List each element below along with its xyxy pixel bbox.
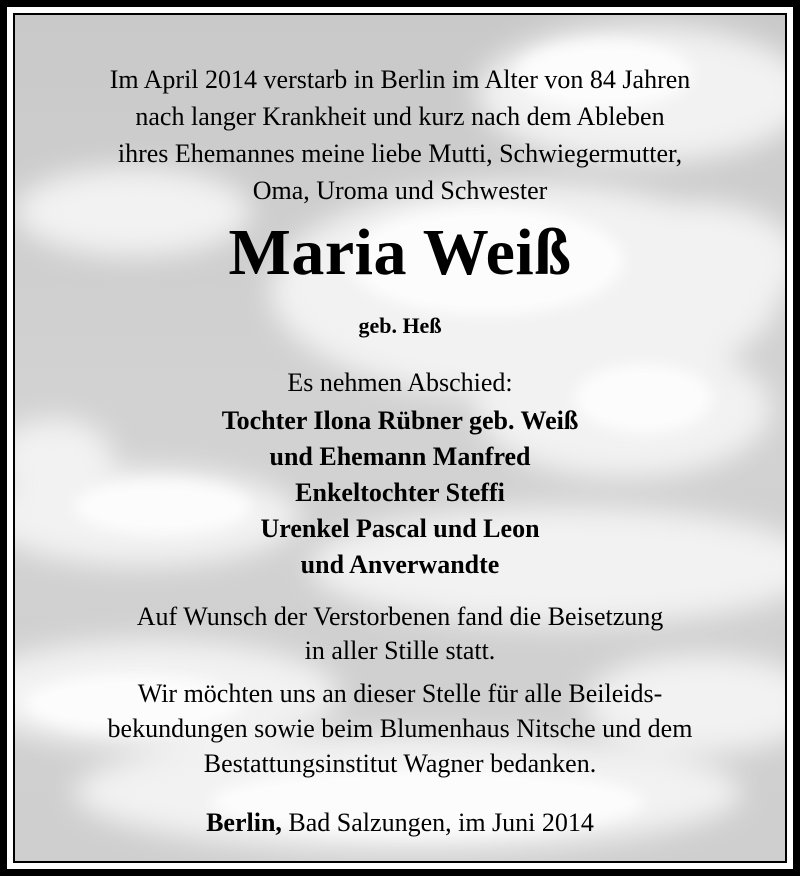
mourner-line: Tochter Ilona Rübner geb. Weiß [221, 406, 579, 435]
thanks-line: Bestattungsinstitut Wagner bedanken. [203, 749, 597, 778]
mourners-list [15, 403, 785, 583]
burial-note-line: Auf Wunsch der Verstorbenen fand die Beisetzung [136, 602, 664, 631]
burial-note-line: in aller Stille statt. [304, 636, 496, 665]
signoff-city: Berlin, [206, 808, 282, 837]
maiden-name: geb. Heß [358, 313, 442, 338]
mourner-line: Urenkel Pascal und Leon [260, 514, 540, 543]
intro-paragraph [15, 61, 785, 209]
intro-line: Im April 2014 verstarb in Berlin im Alter von 84 Jahren [109, 65, 691, 94]
thanks-line: Wir möchten uns an dieser Stelle für alle Beileids- [137, 679, 663, 708]
intro-line: ihres Ehemannes meine liebe Mutti, Schwiegermutter, [117, 139, 683, 168]
signoff-rest: Bad Salzungen, im Juni 2014 [281, 808, 594, 837]
thanks-line: bekundungen sowie beim Blumenhaus Nitsche und dem [107, 714, 693, 743]
mourner-line: und Ehemann Manfred [269, 442, 531, 471]
deceased-name: Maria Weiß [228, 216, 572, 289]
intro-line: nach langer Krankheit und kurz nach dem Ableben [135, 102, 665, 131]
burial-note [15, 600, 785, 668]
thanks-paragraph [15, 676, 785, 781]
obituary-inner-frame [13, 13, 787, 863]
place-date-signoff [15, 805, 785, 841]
farewell-title: Es nehmen Abschied: [287, 368, 513, 397]
mourner-line: und Anverwandte [300, 550, 500, 579]
mourner-line: Enkeltochter Steffi [295, 478, 505, 507]
intro-line: Oma, Uroma und Schwester [252, 176, 548, 205]
